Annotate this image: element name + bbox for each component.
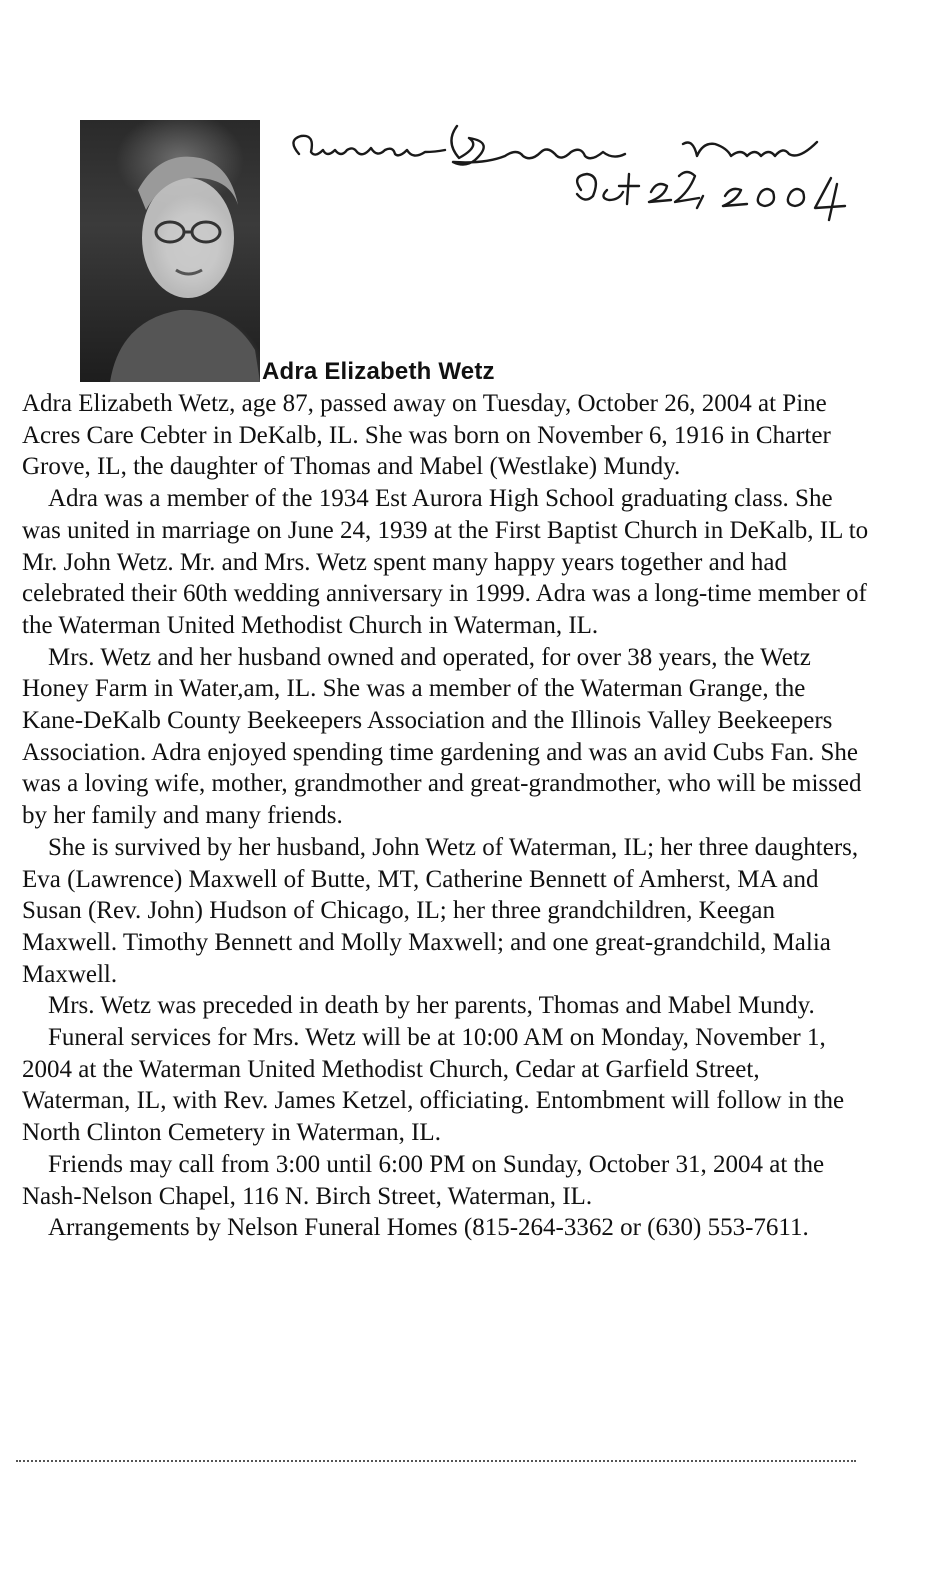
- paragraph-preceded: Mrs. Wetz was preceded in death by her parents, Thomas and Mabel Mundy.: [48, 992, 815, 1020]
- paragraph-visitation: Friends may call from 3:00 until 6:00 PM on Sunday, October 31, 2004 at the Nash-Nelson Chapel, 116 N. Birch Street, Waterman, IL.: [22, 1150, 825, 1210]
- paragraph-marriage: Adra was a member of the 1934 Est Aurora High School graduating class. She was united in marriage on June 24, 1939 at the First Baptist Church in DeKalb, IL to Mr. John Wetz. Mr. and Mrs. Wetz spent many happy years together and had celebrated their 60th wedding anniversary in 1999. Adra was a long-time member of the Waterman United Methodist Church in Waterman, IL.: [22, 485, 869, 639]
- paragraph-honey-farm: Mrs. Wetz and her husband owned and operated, for over 38 years, the Wetz Honey Farm in Water,am, IL. She was a member of the Waterman Grange, the Kane-DeKalb County Beekeepers Association and the Illinois Valley Beekeepers Association. Adra enjoyed spending time gardening and was an avid Cubs Fan. She was a loving wife, mother, grandmother and great-grandmother, who will be missed by her family and many friends.: [22, 643, 862, 830]
- dotted-divider: [16, 1460, 856, 1462]
- paragraph-intro: Adra Elizabeth Wetz, age 87, passed away on Tuesday, October 26, 2004 at Pine Acres Care Cebter in DeKalb, IL. She was born on November 6, 1916 in Charter Grove, IL, the daughter of Thomas and Mabel (Westlake) Mundy.: [22, 390, 831, 481]
- paragraph-survivors: She is survived by her husband, John Wetz of Waterman, IL; her three daughters, Eva (Lawrence) Maxwell of Butte, MT, Catherine Bennett of Amherst, MA and Susan (Rev. John) Hudson of Chicago, IL; her three grandchildren, Keegan Maxwell. Timothy Bennett and Molly Maxwell; and one great-grandchild, Malia Maxwell.: [22, 833, 859, 988]
- obituary-body: [22, 388, 870, 1244]
- obituary-headline: Adra Elizabeth Wetz: [262, 358, 495, 385]
- portrait-photo: [80, 120, 260, 382]
- paragraph-funeral: Funeral services for Mrs. Wetz will be at 10:00 AM on Monday, November 1, 2004 at the Waterman United Methodist Church, Cedar at Garfield Street, Waterman, IL, with Rev. James Ketzel, officiating. Entombment will follow in the North Clinton Cemetery in Waterman, IL.: [22, 1024, 845, 1147]
- handwritten-annotation: [285, 112, 925, 222]
- paragraph-arrangements: Arrangements by Nelson Funeral Homes (815-264-3362 or (630) 553-7611.: [48, 1214, 809, 1242]
